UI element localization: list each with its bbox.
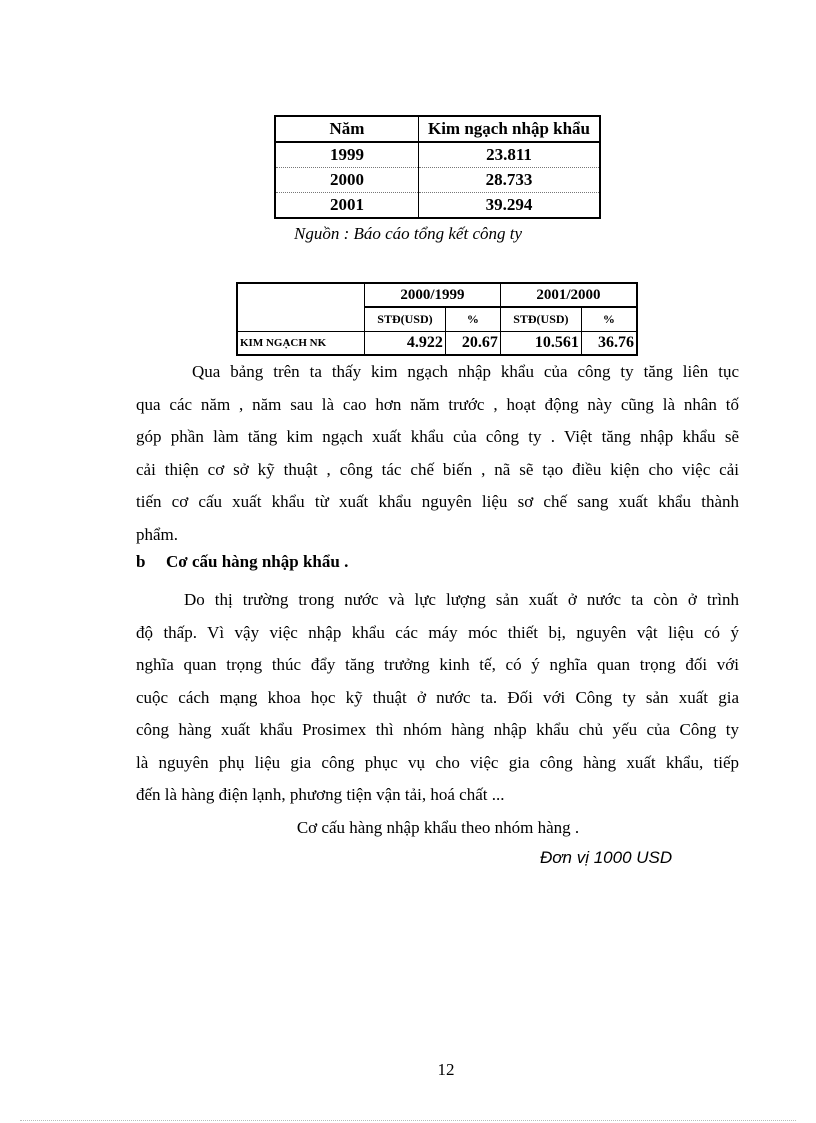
paragraph-line: đến là hàng điện lạnh, phương tiện vận tải, hoá chất ... — [136, 785, 505, 804]
period-header-2000-1999: 2000/1999 — [365, 283, 501, 307]
paragraph-line: độ thấp. Vì vậy việc nhập khẩu các máy móc thiết bị, nguyên vật liệu có ý — [136, 622, 739, 642]
percent-value-cell: 20.67 — [445, 332, 500, 356]
empty-corner-cell — [237, 283, 365, 332]
paragraph-line: góp phần làm tăng kim ngạch xuất khẩu của công ty . Việt tăng nhập khẩu sẽ — [136, 427, 739, 446]
paragraph-line: tiến cơ cấu xuất khẩu từ xuất khẩu nguyên liệu sơ chế sang xuất khẩu thành — [136, 492, 739, 511]
std-value-cell: 4.922 — [365, 332, 446, 356]
unit-note: Đơn vị 1000 USD — [540, 848, 673, 867]
turnover-header: Kim ngạch nhập khẩu — [419, 116, 601, 142]
section-heading — [136, 552, 348, 572]
paragraph-line: nghĩa quan trọng thúc đẩy tăng trưởng kinh tế, có ý nghĩa quan trọng đối với — [136, 655, 739, 674]
table-row — [275, 142, 600, 168]
paragraph-line: qua các năm , năm sau là cao hơn năm trước , hoạt động này cũng là nhân tố — [136, 394, 739, 414]
std-usd-header: STĐ(USD) — [500, 307, 581, 332]
page-number: 12 — [437, 1060, 455, 1079]
year-cell: 2001 — [275, 193, 419, 219]
section-letter: b — [136, 552, 146, 571]
std-value-cell: 10.561 — [500, 332, 581, 356]
percent-header: % — [581, 307, 637, 332]
value-cell: 39.294 — [419, 193, 601, 219]
table-row — [275, 193, 600, 219]
table-caption: Cơ cấu hàng nhập khẩu theo nhóm hàng . — [296, 818, 580, 837]
paragraph-line: cải thiện cơ sở kỹ thuật , công tác chế biến , nã sẽ tạo điều kiện cho việc cải — [136, 459, 739, 479]
table-row — [275, 168, 600, 193]
percent-value-cell: 36.76 — [581, 332, 637, 356]
section-title: Cơ cấu hàng nhập khẩu . — [166, 552, 349, 571]
paragraph-import-structure — [136, 584, 739, 812]
value-cell: 23.811 — [419, 142, 601, 168]
paragraph-line: phẩm. — [136, 524, 179, 544]
row-label: KIM NGẠCH NK — [237, 332, 365, 356]
paragraph-line: công hàng xuất khẩu Prosimex thì nhóm hàng nhập khẩu chủ yếu của Công ty — [136, 720, 739, 739]
year-header: Năm — [275, 116, 419, 142]
paragraph-import-trend — [136, 356, 739, 551]
std-usd-header: STĐ(USD) — [365, 307, 446, 332]
paragraph-line: là nguyên phụ liệu gia công phục vụ cho việc gia công hàng xuất khẩu, tiếp — [136, 752, 739, 772]
paragraph-line: Do thị trường trong nước và lực lượng sản xuất ở nước ta còn ở trình — [184, 590, 739, 609]
table-source-note: Nguồn : Báo cáo tổng kết công ty — [293, 224, 523, 243]
import-turnover-table — [274, 115, 601, 219]
footer-divider — [20, 1120, 796, 1121]
year-cell: 2000 — [275, 168, 419, 193]
period-header-2001-2000: 2001/2000 — [500, 283, 637, 307]
year-cell: 1999 — [275, 142, 419, 168]
paragraph-line: cuộc cách mạng khoa học kỹ thuật ở nước ta. Đối với Công ty sản xuất gia — [136, 687, 739, 707]
value-cell: 28.733 — [419, 168, 601, 193]
paragraph-line: Qua bảng trên ta thấy kim ngạch nhập khẩu của công ty tăng liên tục — [192, 362, 739, 381]
growth-comparison-table — [236, 282, 638, 356]
percent-header: % — [445, 307, 500, 332]
